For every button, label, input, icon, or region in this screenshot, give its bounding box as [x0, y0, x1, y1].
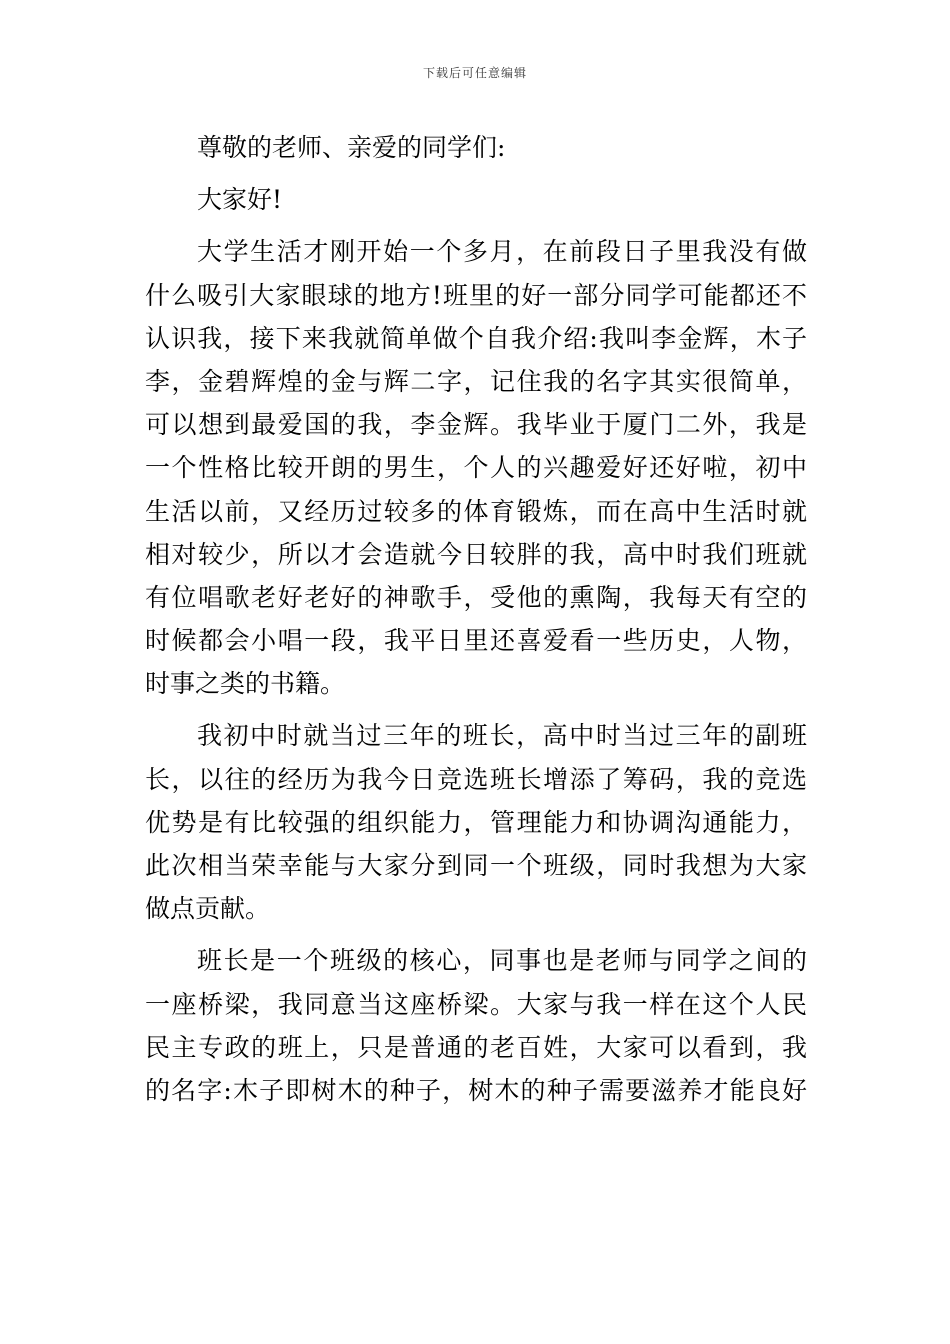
paragraph-line: 优势是有比较强的组织能力，管理能力和协调沟通能力， — [145, 807, 807, 837]
paragraph-line: 相对较少，所以才会造就今日较胖的我，高中时我们班就 — [145, 539, 807, 569]
paragraph-line: 的名字:木子即树木的种子，树木的种子需要滋养才能良好 — [145, 1075, 807, 1105]
salutation-line: 大家好! — [197, 185, 283, 215]
paragraph-line: 班长是一个班级的核心，同事也是老师与同学之间的 — [197, 946, 807, 976]
paragraph-line: 做点贡献。 — [145, 894, 271, 924]
paragraph-line: 长，以往的经历为我今日竞选班长增添了筹码，我的竞选 — [145, 764, 807, 794]
paragraph-line: 时事之类的书籍。 — [145, 669, 346, 699]
paragraph-line: 李，金碧辉煌的金与辉二字，记住我的名字其实很简单， — [145, 366, 807, 396]
paragraph-line: 我初中时就当过三年的班长，高中时当过三年的副班 — [197, 721, 807, 751]
paragraph-line: 有位唱歌老好老好的神歌手，受他的熏陶，我每天有空的 — [145, 582, 807, 612]
paragraph-line: 什么吸引大家眼球的地方!班里的好一部分同学可能都还不 — [145, 280, 807, 310]
paragraph-line: 此次相当荣幸能与大家分到同一个班级，同时我想为大家 — [145, 851, 807, 880]
paragraph-line: 生活以前，又经历过较多的体育锻炼，而在高中生活时就 — [145, 496, 807, 526]
paragraph-line: 可以想到最爱国的我，李金辉。我毕业于厦门二外，我是 — [145, 410, 807, 440]
page-header: 下载后可任意编辑 — [422, 66, 527, 80]
paragraph-line: 大学生活才刚开始一个多月，在前段日子里我没有做 — [197, 237, 807, 267]
paragraph-3 — [145, 939, 807, 1112]
paragraph-line: 时候都会小唱一段，我平日里还喜爱看一些历史，人物， — [145, 626, 807, 656]
paragraph-line: 一个性格比较开朗的男生，个人的兴趣爱好还好啦，初中 — [145, 453, 807, 483]
greeting-line: 尊敬的老师、亲爱的同学们: — [197, 133, 506, 162]
document-body — [145, 126, 807, 1112]
paragraph-1 — [145, 230, 807, 705]
paragraph-line: 认识我，接下来我就简单做个自我介绍:我叫李金辉，木子 — [145, 323, 807, 353]
paragraph-2 — [145, 714, 807, 930]
paragraph-line: 民主专政的班上，只是普通的老百姓，大家可以看到，我 — [145, 1032, 807, 1062]
paragraph-line: 一座桥梁，我同意当这座桥梁。大家与我一样在这个人民 — [145, 989, 807, 1019]
